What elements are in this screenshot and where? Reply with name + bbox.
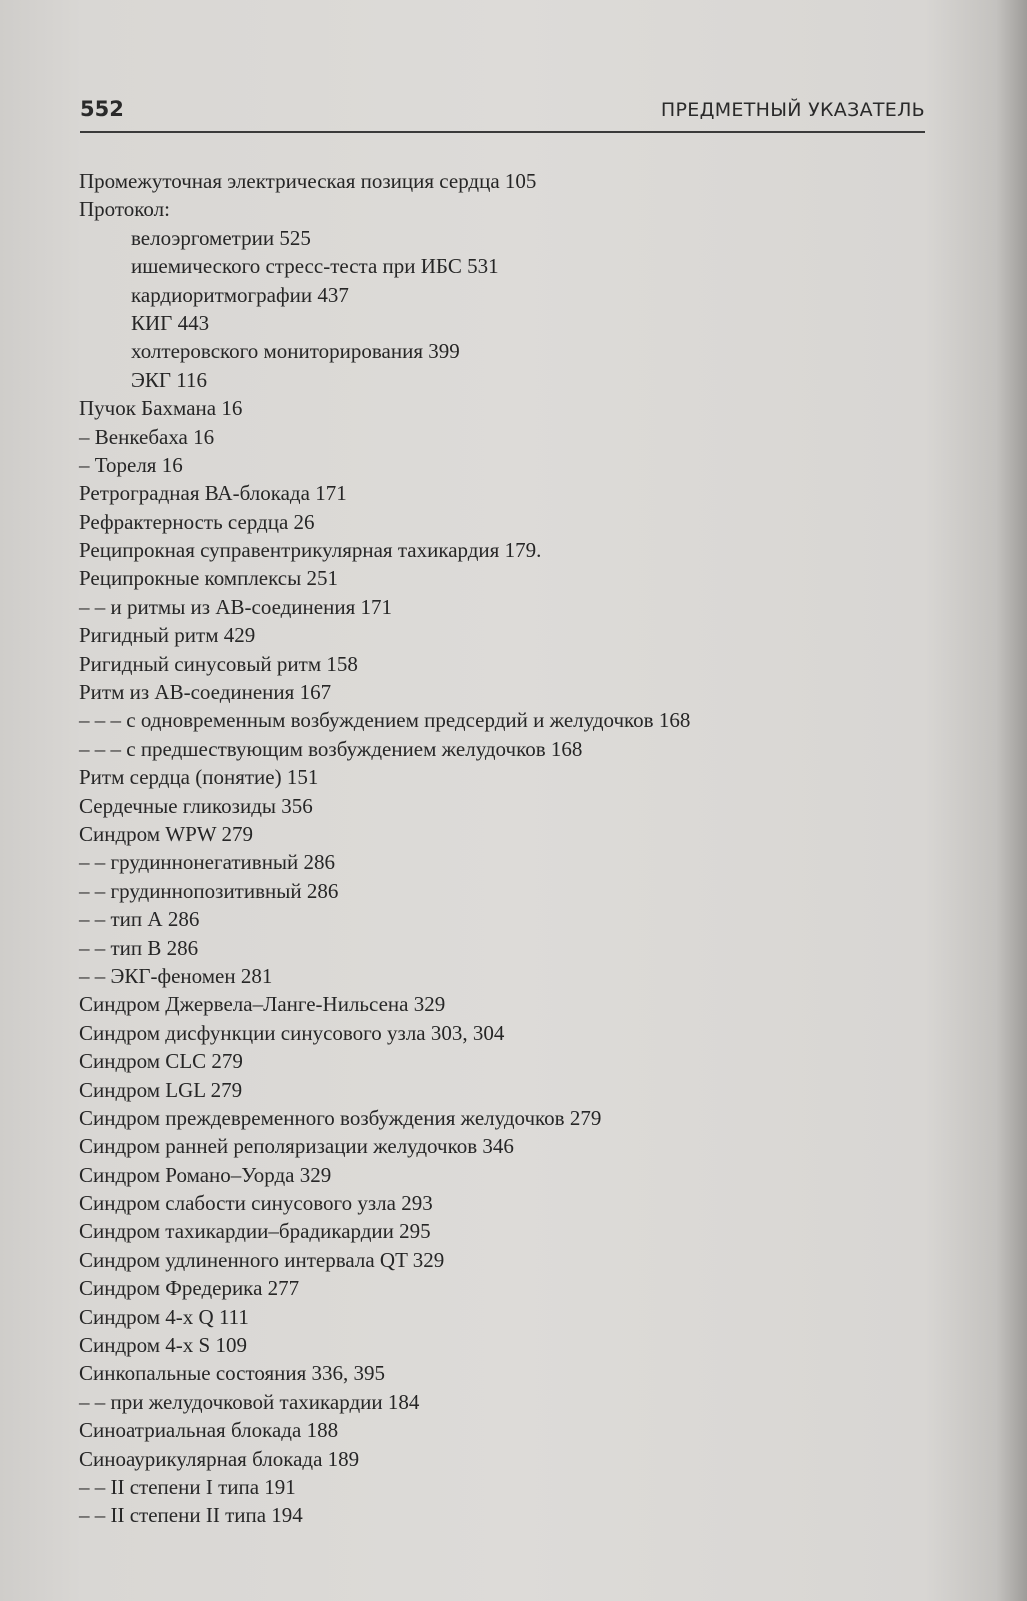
index-entry: – – II степени II типа 194 [79,1503,303,1528]
index-entry: Синдром ранней реполяризации желудочков 346 [79,1134,514,1159]
index-entry: – – II степени I типа 191 [79,1474,296,1499]
index-entry: – – тип В 286 [79,935,199,960]
index-entry: Синдром Фредерика 277 [79,1276,300,1301]
index-entry: – – – с предшествующим возбуждением желудочков 168 [79,736,583,761]
index-entries [79,167,959,1530]
index-entry: – Венкебаха 16 [79,424,215,449]
index-entry: – – грудиннонегативный 286 [79,850,336,875]
index-entry: Синдром удлиненного интервала QT 329 [79,1247,445,1272]
index-entry: Ритм из АВ-соединения 167 [79,680,332,705]
index-entry: Синдром Романо–Уорда 329 [79,1162,332,1187]
index-entry: Ретроградная ВА-блокада 171 [79,481,347,506]
index-entry: Протокол: [79,197,170,222]
index-entry: Промежуточная электрическая позиция сердца 105 [79,169,537,193]
index-entry: Пучок Бахмана 16 [79,396,243,421]
index-entry: Синдром тахикардии–брадикардии 295 [79,1219,431,1244]
running-head: ПРЕДМЕТНЫЙ УКАЗАТЕЛЬ [660,99,925,121]
index-entry: Ритм сердца (понятие) 151 [79,765,319,790]
index-entry: Синоаурикулярная блокада 189 [79,1446,360,1471]
index-entry: – – грудиннопозитивный 286 [79,878,339,903]
index-entry: – – при желудочковой тахикардии 184 [79,1389,420,1414]
index-entry: – – – с одновременным возбуждением предсердий и желудочков 168 [79,708,691,733]
index-entry: Синдром WPW 279 [79,821,253,846]
index-subentry: кардиоритмографии 437 [131,282,349,307]
index-subentry: велоэргометрии 525 [131,225,311,250]
index-entry: Ригидный ритм 429 [79,623,256,648]
index-subentry: холтеровского мониторирования 399 [131,339,460,364]
index-entry: Рефрактерность сердца 26 [79,509,315,534]
index-entry: Синоатриальная блокада 188 [79,1418,339,1443]
index-entry: Синдром дисфункции синусового узла 303, 304 [79,1020,505,1045]
index-entry: – Тореля 16 [79,452,183,477]
index-entry: Реципрокные комплексы 251 [79,566,338,591]
page-number: 552 [80,97,124,121]
index-entry: – – и ритмы из АВ-соединения 171 [79,594,392,619]
index-entry: Синдром слабости синусового узла 293 [79,1191,433,1216]
index-entry: Синдром 4-х Q 111 [79,1304,249,1329]
index-subentry: ишемического стресс-теста при ИБС 531 [131,254,499,279]
index-subentry: ЭКГ 116 [131,367,207,392]
index-entry: Ригидный синусовый ритм 158 [79,651,358,676]
index-entry: – – ЭКГ-феномен 281 [79,963,273,988]
index-entry: Синдром 4-х S 109 [79,1333,247,1358]
index-entry: Синдром Джервела–Ланге-Нильсена 329 [79,992,446,1017]
index-entry: Синдром LGL 279 [79,1077,243,1102]
index-entry: Синдром преждевременного возбуждения желудочков 279 [79,1105,602,1130]
index-entry: Реципрокная суправентрикулярная тахикардия 179. [79,538,542,563]
index-subentry: КИГ 443 [131,310,210,335]
index-entry: Сердечные гликозиды 356 [79,793,313,818]
page-header [80,97,925,133]
index-entry: Синдром CLC 279 [79,1049,243,1074]
index-entry: Синкопальные состояния 336, 395 [79,1361,386,1386]
index-entry: – – тип А 286 [79,907,200,932]
